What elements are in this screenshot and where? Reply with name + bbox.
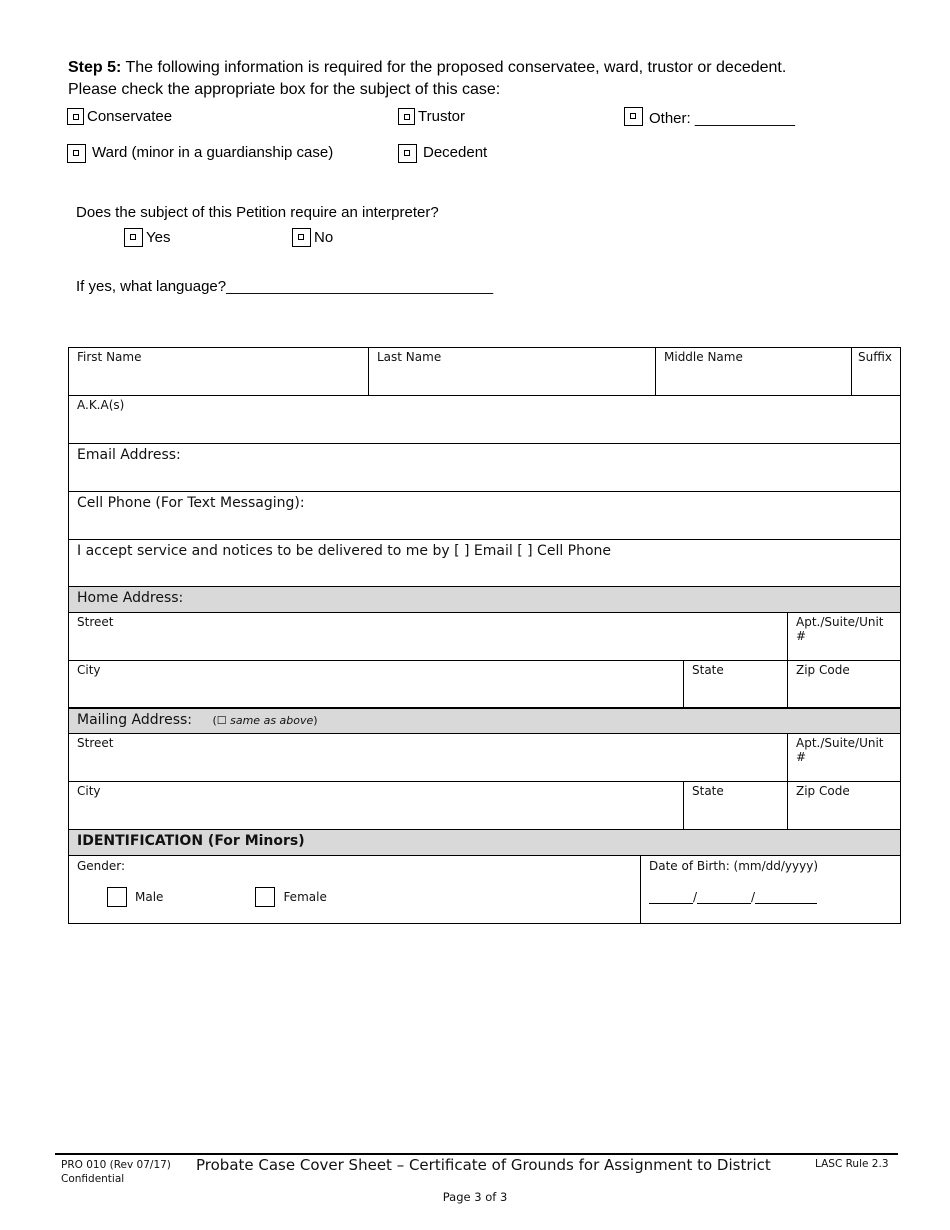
male-checkbox[interactable] xyxy=(107,887,127,907)
mailing-street-label: Street xyxy=(77,736,114,750)
home-address-header xyxy=(69,587,900,613)
subject-info-table xyxy=(68,347,901,924)
ward-checkbox[interactable] xyxy=(67,144,86,163)
home-zip-field[interactable] xyxy=(788,661,900,707)
trustor-label: Trustor xyxy=(418,108,465,125)
identification-row xyxy=(69,856,900,923)
last-name-field[interactable] xyxy=(369,348,656,395)
interpreter-yes-label: Yes xyxy=(146,229,171,246)
mailing-city-row xyxy=(69,782,900,830)
aka-label: A.K.A(s) xyxy=(77,398,125,412)
other-checkbox[interactable] xyxy=(624,107,643,126)
home-street-row xyxy=(69,613,900,661)
step-label: Step 5: xyxy=(68,59,122,76)
middle-name-label: Middle Name xyxy=(664,350,743,364)
email-row[interactable] xyxy=(69,444,900,492)
mailing-apt-label: Apt./Suite/Unit # xyxy=(796,736,884,764)
interpreter-no-checkbox[interactable] xyxy=(292,228,311,247)
conservatee-option[interactable] xyxy=(67,108,172,125)
mailing-state-label: State xyxy=(692,784,724,798)
home-street-label: Street xyxy=(77,615,114,629)
mailing-city-field[interactable] xyxy=(69,782,684,829)
step-line2: Please check the appropriate box for the subject of this case: xyxy=(68,81,501,98)
mailing-zip-label: Zip Code xyxy=(796,784,850,798)
home-zip-label: Zip Code xyxy=(796,663,850,677)
cell-phone-label: Cell Phone (For Text Messaging): xyxy=(77,495,305,511)
step-5-instructions xyxy=(68,57,928,101)
suffix-field[interactable] xyxy=(852,348,900,395)
decedent-checkbox[interactable] xyxy=(398,144,417,163)
home-city-field[interactable] xyxy=(69,661,684,707)
home-state-label: State xyxy=(692,663,724,677)
identification-header xyxy=(69,830,900,856)
conservatee-checkbox[interactable] xyxy=(67,108,84,125)
home-state-field[interactable] xyxy=(684,661,788,707)
same-as-above-open: (☐ xyxy=(212,714,231,727)
footer-rule-ref: LASC Rule 2.3 xyxy=(815,1158,889,1170)
mailing-state-field[interactable] xyxy=(684,782,788,829)
footer-form-info xyxy=(61,1158,171,1186)
name-row xyxy=(69,348,900,396)
form-id: PRO 010 (Rev 07/17) xyxy=(61,1159,171,1171)
home-street-field[interactable] xyxy=(69,613,788,660)
female-label: Female xyxy=(283,890,327,904)
interpreter-no-option[interactable] xyxy=(292,228,333,247)
email-label: Email Address: xyxy=(77,447,181,463)
other-label: Other: ____________ xyxy=(649,110,795,127)
last-name-label: Last Name xyxy=(377,350,442,364)
mailing-street-row xyxy=(69,734,900,782)
identification-label: IDENTIFICATION (For Minors) xyxy=(77,833,305,849)
middle-name-field[interactable] xyxy=(656,348,852,395)
mailing-address-header xyxy=(69,708,900,734)
accept-service-row[interactable] xyxy=(69,540,900,587)
dob-sep-2: / xyxy=(751,890,756,904)
same-as-above-close: ) xyxy=(313,714,318,727)
gender-field xyxy=(69,856,641,923)
other-option[interactable] xyxy=(624,106,795,127)
conservatee-label: Conservatee xyxy=(87,108,173,125)
dob-year-line[interactable] xyxy=(755,889,817,904)
interpreter-yes-checkbox[interactable] xyxy=(124,228,143,247)
home-apt-label: Apt./Suite/Unit # xyxy=(796,615,884,643)
female-checkbox[interactable] xyxy=(255,887,275,907)
cell-phone-row[interactable] xyxy=(69,492,900,540)
trustor-checkbox[interactable] xyxy=(398,108,415,125)
date-of-birth-field[interactable] xyxy=(641,856,900,923)
interpreter-question: Does the subject of this Petition require an interpreter? xyxy=(76,204,439,221)
female-option[interactable] xyxy=(255,887,326,907)
male-option[interactable] xyxy=(107,887,163,907)
page-number: Page 3 of 3 xyxy=(442,1190,508,1204)
first-name-field[interactable] xyxy=(69,348,369,395)
confidential-label: Confidential xyxy=(61,1173,125,1185)
mailing-zip-field[interactable] xyxy=(788,782,900,829)
home-city-label: City xyxy=(77,663,101,677)
mailing-address-label: Mailing Address: xyxy=(77,712,193,728)
footer-divider xyxy=(55,1153,898,1155)
ward-option[interactable] xyxy=(67,144,333,163)
first-name-label: First Name xyxy=(77,350,142,364)
decedent-option[interactable] xyxy=(398,144,487,163)
same-as-above-option[interactable] xyxy=(212,714,317,727)
home-address-label: Home Address: xyxy=(77,590,184,606)
accept-service-label: I accept service and notices to be delivered to me by [ ] Email [ ] Cell Phone xyxy=(77,543,612,559)
step-text: The following information is required for the proposed conservatee, ward, trustor or decedent. xyxy=(121,59,787,76)
dob-day-line[interactable] xyxy=(697,889,751,904)
language-field[interactable]: If yes, what language?________________________________ xyxy=(76,278,494,295)
interpreter-no-label: No xyxy=(314,229,334,246)
ward-label: Ward (minor in a guardianship case) xyxy=(92,143,334,161)
mailing-street-field[interactable] xyxy=(69,734,788,781)
dob-month-line[interactable] xyxy=(649,889,693,904)
aka-row[interactable] xyxy=(69,396,900,444)
male-label: Male xyxy=(135,890,164,904)
dob-sep-1: / xyxy=(693,890,698,904)
footer-title: Probate Case Cover Sheet – Certificate of Grounds for Assignment to District xyxy=(196,1156,771,1174)
mailing-apt-field[interactable] xyxy=(788,734,900,781)
mailing-city-label: City xyxy=(77,784,101,798)
dob-entry[interactable] xyxy=(649,889,892,904)
decedent-label: Decedent xyxy=(423,143,488,161)
trustor-option[interactable] xyxy=(398,108,465,125)
dob-label: Date of Birth: (mm/dd/yyyy) xyxy=(649,859,819,873)
suffix-label: Suffix xyxy=(858,350,892,364)
same-as-above-text: same as above xyxy=(230,714,314,727)
interpreter-yes-option[interactable] xyxy=(124,228,170,247)
home-city-row xyxy=(69,661,900,708)
home-apt-field[interactable] xyxy=(788,613,900,660)
gender-label: Gender: xyxy=(77,859,126,873)
